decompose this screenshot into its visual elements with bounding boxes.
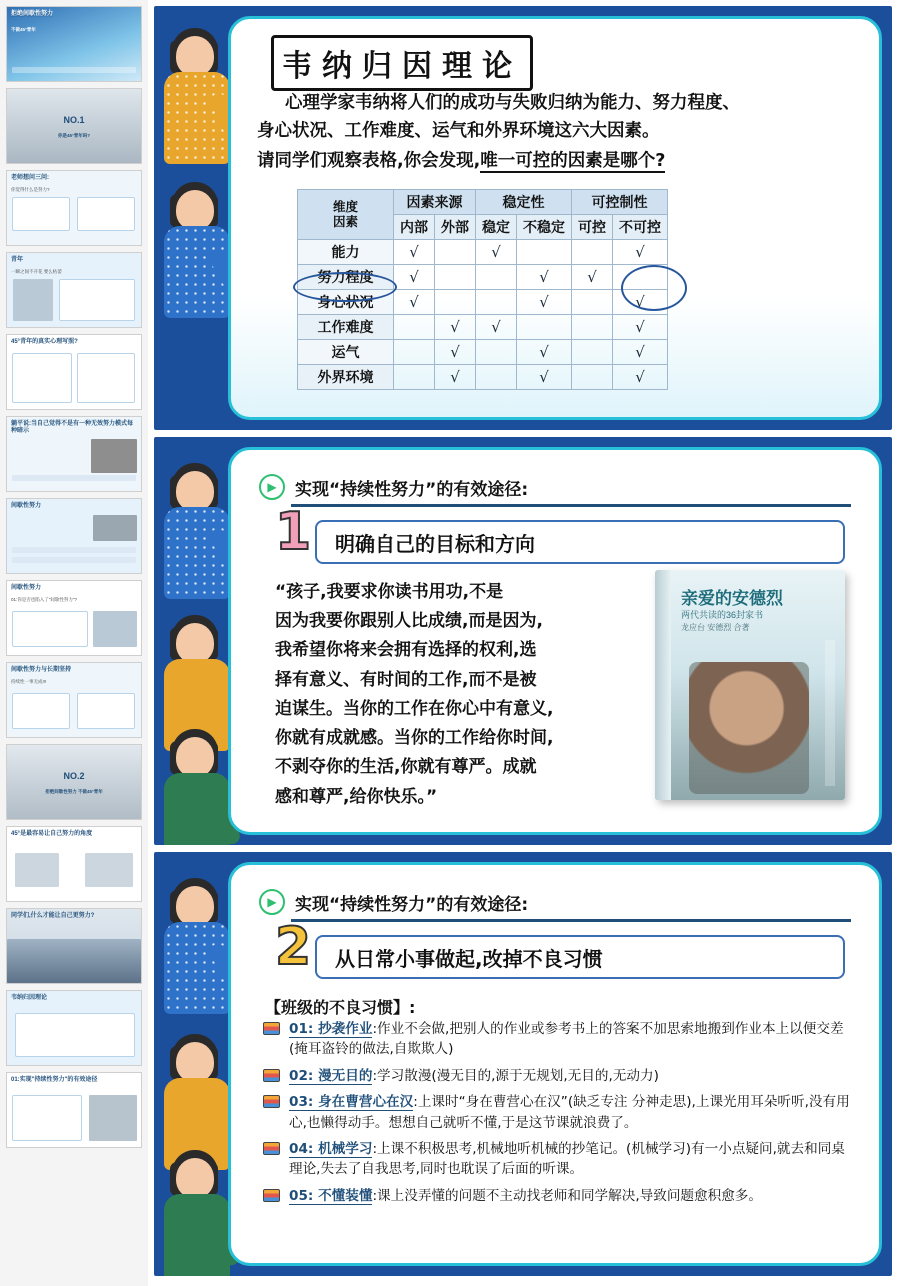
thumbnail-subtitle: 你觉得什么是努力?: [11, 187, 50, 192]
cell-empty: [572, 365, 613, 390]
table-header-row-1: [298, 190, 668, 215]
table-row: [298, 265, 668, 290]
cell-empty: [435, 265, 476, 290]
thumbnail-panel-right: [77, 353, 135, 403]
cell-mark: √: [517, 365, 572, 390]
page-title: 韦纳归因理论: [282, 49, 522, 84]
thumbnail-panel-left: [12, 1095, 82, 1141]
cell-mark: √: [435, 365, 476, 390]
quote-line: 我希望你将来会拥有选择的权利,选: [275, 640, 537, 661]
group-header-source: 因素来源: [394, 190, 476, 215]
thumbnail-intermittent-1[interactable]: [6, 498, 142, 574]
slide-3-header-text: 实现“持续性努力”的有效途径:: [295, 894, 529, 915]
cell-mark: √: [394, 290, 435, 315]
thumbnail-title: 拒绝间歇性努力: [11, 11, 54, 17]
sub-header-internal: 内部: [394, 215, 435, 240]
habits-list: [261, 1019, 855, 1212]
sub-header-stable: 稳定: [476, 215, 517, 240]
row-label: 工作难度: [298, 315, 394, 340]
thumbnail-panel-right: [77, 693, 135, 729]
list-item: [261, 1092, 855, 1133]
quote-line: 不剥夺你的生活,你就有尊严。成就: [275, 757, 537, 778]
slide-2-canvas: [228, 447, 882, 835]
habit-code: 02: 漫无目的: [289, 1067, 373, 1084]
thumbnail-subtitle: 01:你是否也陷入了"间歇性努力"?: [11, 597, 77, 602]
thumbnail-photo: [93, 611, 137, 647]
sub-header-controllable: 可控: [572, 215, 613, 240]
sub-header-uncontrollable: 不可控: [613, 215, 668, 240]
sub-header-external: 外部: [435, 215, 476, 240]
quote-line: 你就有成就感。当你的工作给你时间,: [275, 728, 554, 749]
paragraph-line-1: 心理学家韦纳将人们的成功与失败归纳为能力、努力程度、: [285, 93, 740, 113]
slide-1-canvas: [228, 16, 882, 420]
books-icon: [263, 1022, 280, 1035]
cell-mark: √: [476, 240, 517, 265]
thumbnail-no1[interactable]: [6, 88, 142, 164]
thumbnail-photo: [7, 745, 141, 819]
book-spine: [655, 570, 671, 800]
slide-viewer: [148, 0, 900, 1286]
quote-line: 择有意义、有时间的工作,而不是被: [275, 669, 537, 690]
table-corner-cell: [298, 190, 394, 240]
slide-1-title-box: [271, 35, 533, 91]
thumbnail-panel-right: [77, 197, 135, 231]
cell-mark: √: [435, 315, 476, 340]
books-icon: [263, 1069, 280, 1082]
slide-1-paragraph: [257, 89, 859, 175]
thumbnail-photo: [91, 439, 137, 473]
thumbnail-cat[interactable]: [6, 416, 142, 492]
step-title-box-2: [315, 935, 845, 979]
habit-code: 05: 不懂装懂: [289, 1187, 373, 1204]
paragraph-line-2: 身心状况、工作难度、运气和外界环境这六大因素。: [257, 121, 660, 141]
book-photo: [689, 662, 809, 794]
slide-2-header: [259, 474, 855, 500]
step-title-2: 从日常小事做起,改掉不良习惯: [335, 946, 603, 971]
cell-empty: [572, 340, 613, 365]
thumbnail-title: 同学们,什么才能让自己更努力?: [11, 913, 95, 919]
thumbnail-title: 间歇性努力: [11, 503, 42, 509]
corner-factor: 因素: [332, 213, 358, 229]
row-label: 努力程度: [298, 265, 394, 290]
thumbnail-panel-left: [12, 693, 70, 729]
step-title-box-1: [315, 520, 845, 564]
cell-mark: √: [517, 265, 572, 290]
cell-empty: [476, 290, 517, 315]
thumbnail-subtitle: 一瞬之间不开花 要么枯萎: [11, 269, 62, 274]
sub-header-unstable: 不稳定: [517, 215, 572, 240]
thumbnail-group[interactable]: [6, 908, 142, 984]
thumbnail-title: 青年: [11, 257, 24, 263]
book-cover-image: [655, 570, 845, 800]
thumbnail-subtitle: 持续性一事无成!!!: [11, 679, 47, 684]
habit-text: :作业不会做,把别人的作业或参考书上的答案不加思索地搬到作业本上以便交差(掩耳盗铃的做法,自欺欺人): [289, 1021, 844, 1058]
books-icon: [263, 1095, 280, 1108]
cell-empty: [572, 315, 613, 340]
thumbnail-photo: [7, 939, 141, 983]
group-header-stability: 稳定性: [476, 190, 572, 215]
table-row: [298, 315, 668, 340]
slide-thumbnail-rail[interactable]: [0, 0, 148, 1286]
habit-text: :上课时“身在曹营心在汉”(缺乏专注 分神走思),上课光用耳朵听听,没有用心,也懒得动手。想想自己就听不懂,于是这节课就浪费了。: [289, 1094, 850, 1131]
habit-code: 04: 机械学习: [289, 1140, 373, 1157]
thumbnail-photo-right: [85, 853, 133, 887]
cell-empty: [394, 315, 435, 340]
thumbnail-last[interactable]: [6, 1072, 142, 1148]
row-label: 身心状况: [298, 290, 394, 315]
books-icon: [263, 1142, 280, 1155]
slide-effective-path-2[interactable]: [154, 852, 892, 1276]
habit-code: 03: 身在曹营心在汉: [289, 1094, 414, 1111]
cell-empty: [476, 340, 517, 365]
thumbnail-decor-bar: [12, 547, 136, 553]
play-icon: ▶: [259, 474, 285, 500]
table-row: [298, 240, 668, 265]
thumbnail-panel: [59, 279, 135, 321]
books-icon: [263, 1189, 280, 1202]
cell-mark: √: [394, 240, 435, 265]
cell-empty: [394, 340, 435, 365]
thumbnail-table: [15, 1013, 135, 1057]
cell-empty: [476, 365, 517, 390]
cell-mark: √: [517, 340, 572, 365]
thumbnail-panel-left: [12, 197, 70, 231]
thumbnail-title: NO.2: [63, 771, 85, 781]
cell-mark: √: [613, 315, 668, 340]
slide-weiner-attribution[interactable]: [154, 6, 892, 430]
thumbnail-panel-left: [12, 353, 72, 403]
cell-mark: √: [613, 240, 668, 265]
step-number-1: 1: [275, 502, 312, 562]
thumbnail-title: 老师想问三问:: [11, 175, 49, 181]
thumbnail-weiner[interactable]: [6, 990, 142, 1066]
row-label: 运气: [298, 340, 394, 365]
step-title-1: 明确自己的目标和方向: [335, 531, 535, 556]
thumbnail-ask[interactable]: [6, 170, 142, 246]
cell-mark: √: [394, 265, 435, 290]
thumbnail-decor-bar-2: [12, 557, 136, 563]
cell-empty: [517, 240, 572, 265]
thumbnail-subtitle: 不做45°青年: [11, 27, 36, 32]
slide-effective-path-1[interactable]: [154, 437, 892, 845]
thumbnail-title: NO.1: [63, 115, 85, 125]
habit-text: :上课不积极思考,机械地听机械的抄笔记。(机械学习)有一小点疑问,就去和同桌理论,失去了自我思考,同时也耽误了后面的听课。: [289, 1140, 845, 1178]
cell-mark-highlighted: √: [572, 265, 613, 290]
book-authors: 龙应台 安德烈 合著: [681, 623, 750, 632]
list-item: [261, 1139, 855, 1180]
thumbnail-intermittent-3[interactable]: [6, 662, 142, 738]
table-row: [298, 340, 668, 365]
habit-code: 01: 抄袭作业: [289, 1021, 373, 1037]
thumbnail-intermittent-2[interactable]: [6, 580, 142, 656]
thumbnail-youth[interactable]: [6, 252, 142, 328]
thumbnail-photo-left: [15, 853, 59, 887]
cell-empty: [394, 365, 435, 390]
cell-mark: √: [517, 290, 572, 315]
cell-empty: [435, 240, 476, 265]
thumbnail-photo: [13, 279, 53, 321]
cell-mark: √: [435, 340, 476, 365]
list-item: [261, 1019, 855, 1060]
header-underline: [291, 504, 851, 507]
thumbnail-no2[interactable]: [6, 744, 142, 820]
thumbnail-45-degree[interactable]: [6, 826, 142, 902]
habit-text: :学习散漫(漫无目的,源于无规划,无目的,无动力): [372, 1067, 659, 1084]
quote-line: 因为我要你跟别人比成绩,而是因为,: [275, 611, 543, 632]
question-prefix: 请同学们观察表格,你会发现,: [257, 151, 481, 171]
play-icon: ▶: [259, 889, 285, 915]
cell-empty: [435, 290, 476, 315]
thumbnail-title: 间歇性努力与长期坚持: [11, 667, 72, 673]
cell-empty: [476, 265, 517, 290]
cell-empty: [517, 315, 572, 340]
group-header-controllability: 可控制性: [572, 190, 668, 215]
corner-dimension: 维度: [332, 199, 358, 215]
thumbnail-case[interactable]: [6, 334, 142, 410]
quote-line: “孩子,我要求你读书用功,不是: [275, 582, 504, 602]
thumbnail-title: 韦纳归因理论: [11, 995, 48, 1001]
thumbnail-title: 01:实现"持续性努力"的有效途径: [11, 1077, 98, 1083]
thumbnail-subtitle: 你是45°青年吗?: [57, 133, 91, 138]
quote-block: [275, 578, 675, 812]
thumbnail-panel-left: [12, 611, 88, 647]
book-subtitle: 两代共读的36封家书: [681, 610, 764, 620]
thumbnail-decor-bar: [12, 475, 136, 481]
list-item: [261, 1066, 855, 1086]
slide-3-header: [259, 889, 855, 915]
quote-line: 迫谋生。当你的工作在你心中有意义,: [275, 698, 554, 719]
thumbnail-photo: [89, 1095, 137, 1141]
cell-empty: [613, 265, 668, 290]
row-label: 外界环境: [298, 365, 394, 390]
cell-mark: √: [613, 365, 668, 390]
thumbnail-photo: [93, 515, 137, 541]
table-row: [298, 290, 668, 315]
table-row: [298, 365, 668, 390]
question-emphasis: 唯一可控的因素是哪个?: [480, 151, 666, 171]
slide-2-header-text: 实现“持续性努力”的有效途径:: [295, 479, 529, 500]
book-title: 亲爱的安德烈: [681, 589, 783, 609]
thumbnail-title: 45°青年的真实心理写照?: [11, 339, 78, 345]
habit-text: :课上没弄懂的问题不主动找老师和同学解决,导致问题愈积愈多。: [372, 1187, 762, 1204]
thumbnail-photo: [7, 89, 141, 163]
quote-line: 感和尊严,给你快乐。”: [275, 786, 438, 807]
thumbnail-decor-bar: [12, 67, 136, 73]
cell-mark: √: [613, 340, 668, 365]
header-underline: [291, 919, 851, 922]
thumbnail-cover[interactable]: [6, 6, 142, 82]
thumbnail-title: 间歇性努力: [11, 585, 42, 591]
cell-empty: [572, 290, 613, 315]
thumbnail-title: 45°是最容易让自己努力的角度: [11, 831, 93, 837]
row-label: 能力: [298, 240, 394, 265]
habits-section-title: 【班级的不良习惯】:: [265, 998, 416, 1017]
thumbnail-subtitle: 拒绝间歇性努力 不做45°青年: [45, 789, 103, 794]
book-decor-line: [825, 640, 835, 786]
cell-mark: √: [613, 290, 668, 315]
step-number-2: 2: [275, 917, 312, 977]
attribution-table: [297, 189, 668, 390]
thumbnail-title: 躺平说:当自己觉得不是有一种无效努力模式每种暗示: [11, 421, 133, 435]
cell-empty: [572, 240, 613, 265]
slide-3-canvas: [228, 862, 882, 1266]
cell-mark: √: [476, 315, 517, 340]
list-item: [261, 1186, 855, 1206]
